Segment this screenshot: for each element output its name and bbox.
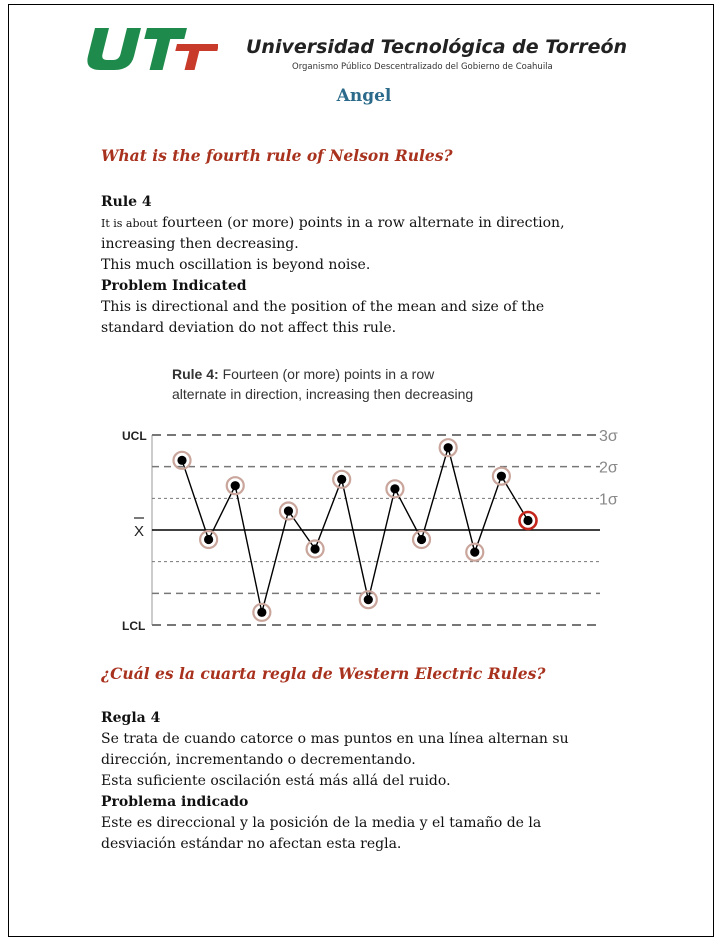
problem-heading: Problem Indicated: [101, 278, 247, 294]
data-point: [390, 484, 399, 493]
spanish-section: [101, 708, 601, 855]
data-point: [337, 475, 346, 484]
lcl-label: LCL: [122, 619, 146, 633]
data-point: [177, 456, 186, 465]
problema-heading: Problema indicado: [101, 794, 249, 810]
question-spanish: ¿Cuál es la cuarta regla de Western Electric Rules?: [101, 664, 546, 683]
mean-label: X: [134, 523, 145, 540]
chart-title-line-1: [172, 366, 435, 382]
data-point: [257, 608, 266, 617]
problema-line-1: Este es direccional y la posición de la media y el tamaño de la: [101, 815, 542, 831]
data-point: [417, 535, 426, 544]
regla-line-1: Se trata de cuando catorce o mas puntos en una línea alternan su: [101, 731, 569, 747]
sigma-label-3: 3σ: [599, 428, 618, 445]
data-point: [470, 548, 479, 557]
rule-heading: Rule 4: [101, 194, 152, 210]
control-chart: [110, 360, 630, 636]
regla-heading: Regla 4: [101, 710, 161, 726]
chart-title-line-2: alternate in direction, increasing then decreasing: [172, 386, 474, 402]
data-point: [204, 535, 213, 544]
rule-line-1-rest: fourteen (or more) points in a row alternate in direction,: [162, 215, 565, 231]
data-point: [523, 516, 532, 525]
university-subtitle: Organismo Público Descentralizado del Gobierno de Coahuila: [292, 62, 553, 72]
chart-plot-area: [122, 428, 618, 633]
regla-line-3: Esta suficiente oscilación está más allá del ruido.: [101, 773, 451, 789]
data-point: [444, 443, 453, 452]
data-point: [497, 472, 506, 481]
sigma-label-2: 2σ: [599, 459, 618, 477]
data-point: [364, 595, 373, 604]
problem-line-1: This is directional and the position of the mean and size of the: [101, 299, 545, 315]
university-name: Universidad Tecnológica de Torreón: [246, 36, 628, 58]
data-point: [310, 544, 319, 553]
problem-line-2: standard deviation do not affect this rule.: [101, 320, 397, 336]
document-header: [78, 14, 638, 76]
rule-line-1-prefix: It is about: [101, 217, 158, 230]
rule-line-2: increasing then decreasing.: [101, 236, 299, 252]
question-english: What is the fourth rule of Nelson Rules?: [101, 146, 453, 165]
utt-logo: [78, 24, 218, 72]
rule-line-1: [101, 213, 601, 234]
english-section: [101, 192, 601, 339]
data-point: [284, 506, 293, 515]
chart-title-bold: Rule 4:: [172, 366, 219, 382]
ucl-label: UCL: [122, 429, 147, 443]
problema-line-2: desviación estándar no afectan esta regla.: [101, 836, 402, 852]
data-point: [231, 481, 240, 490]
author-name: Angel: [336, 86, 392, 106]
rule-line-3: This much oscillation is beyond noise.: [101, 257, 371, 273]
chart-title-rest: Fourteen (or more) points in a row: [222, 366, 435, 382]
regla-line-2: dirección, incrementando o decrementando.: [101, 752, 416, 768]
sigma-label-1: 1σ: [599, 491, 618, 509]
